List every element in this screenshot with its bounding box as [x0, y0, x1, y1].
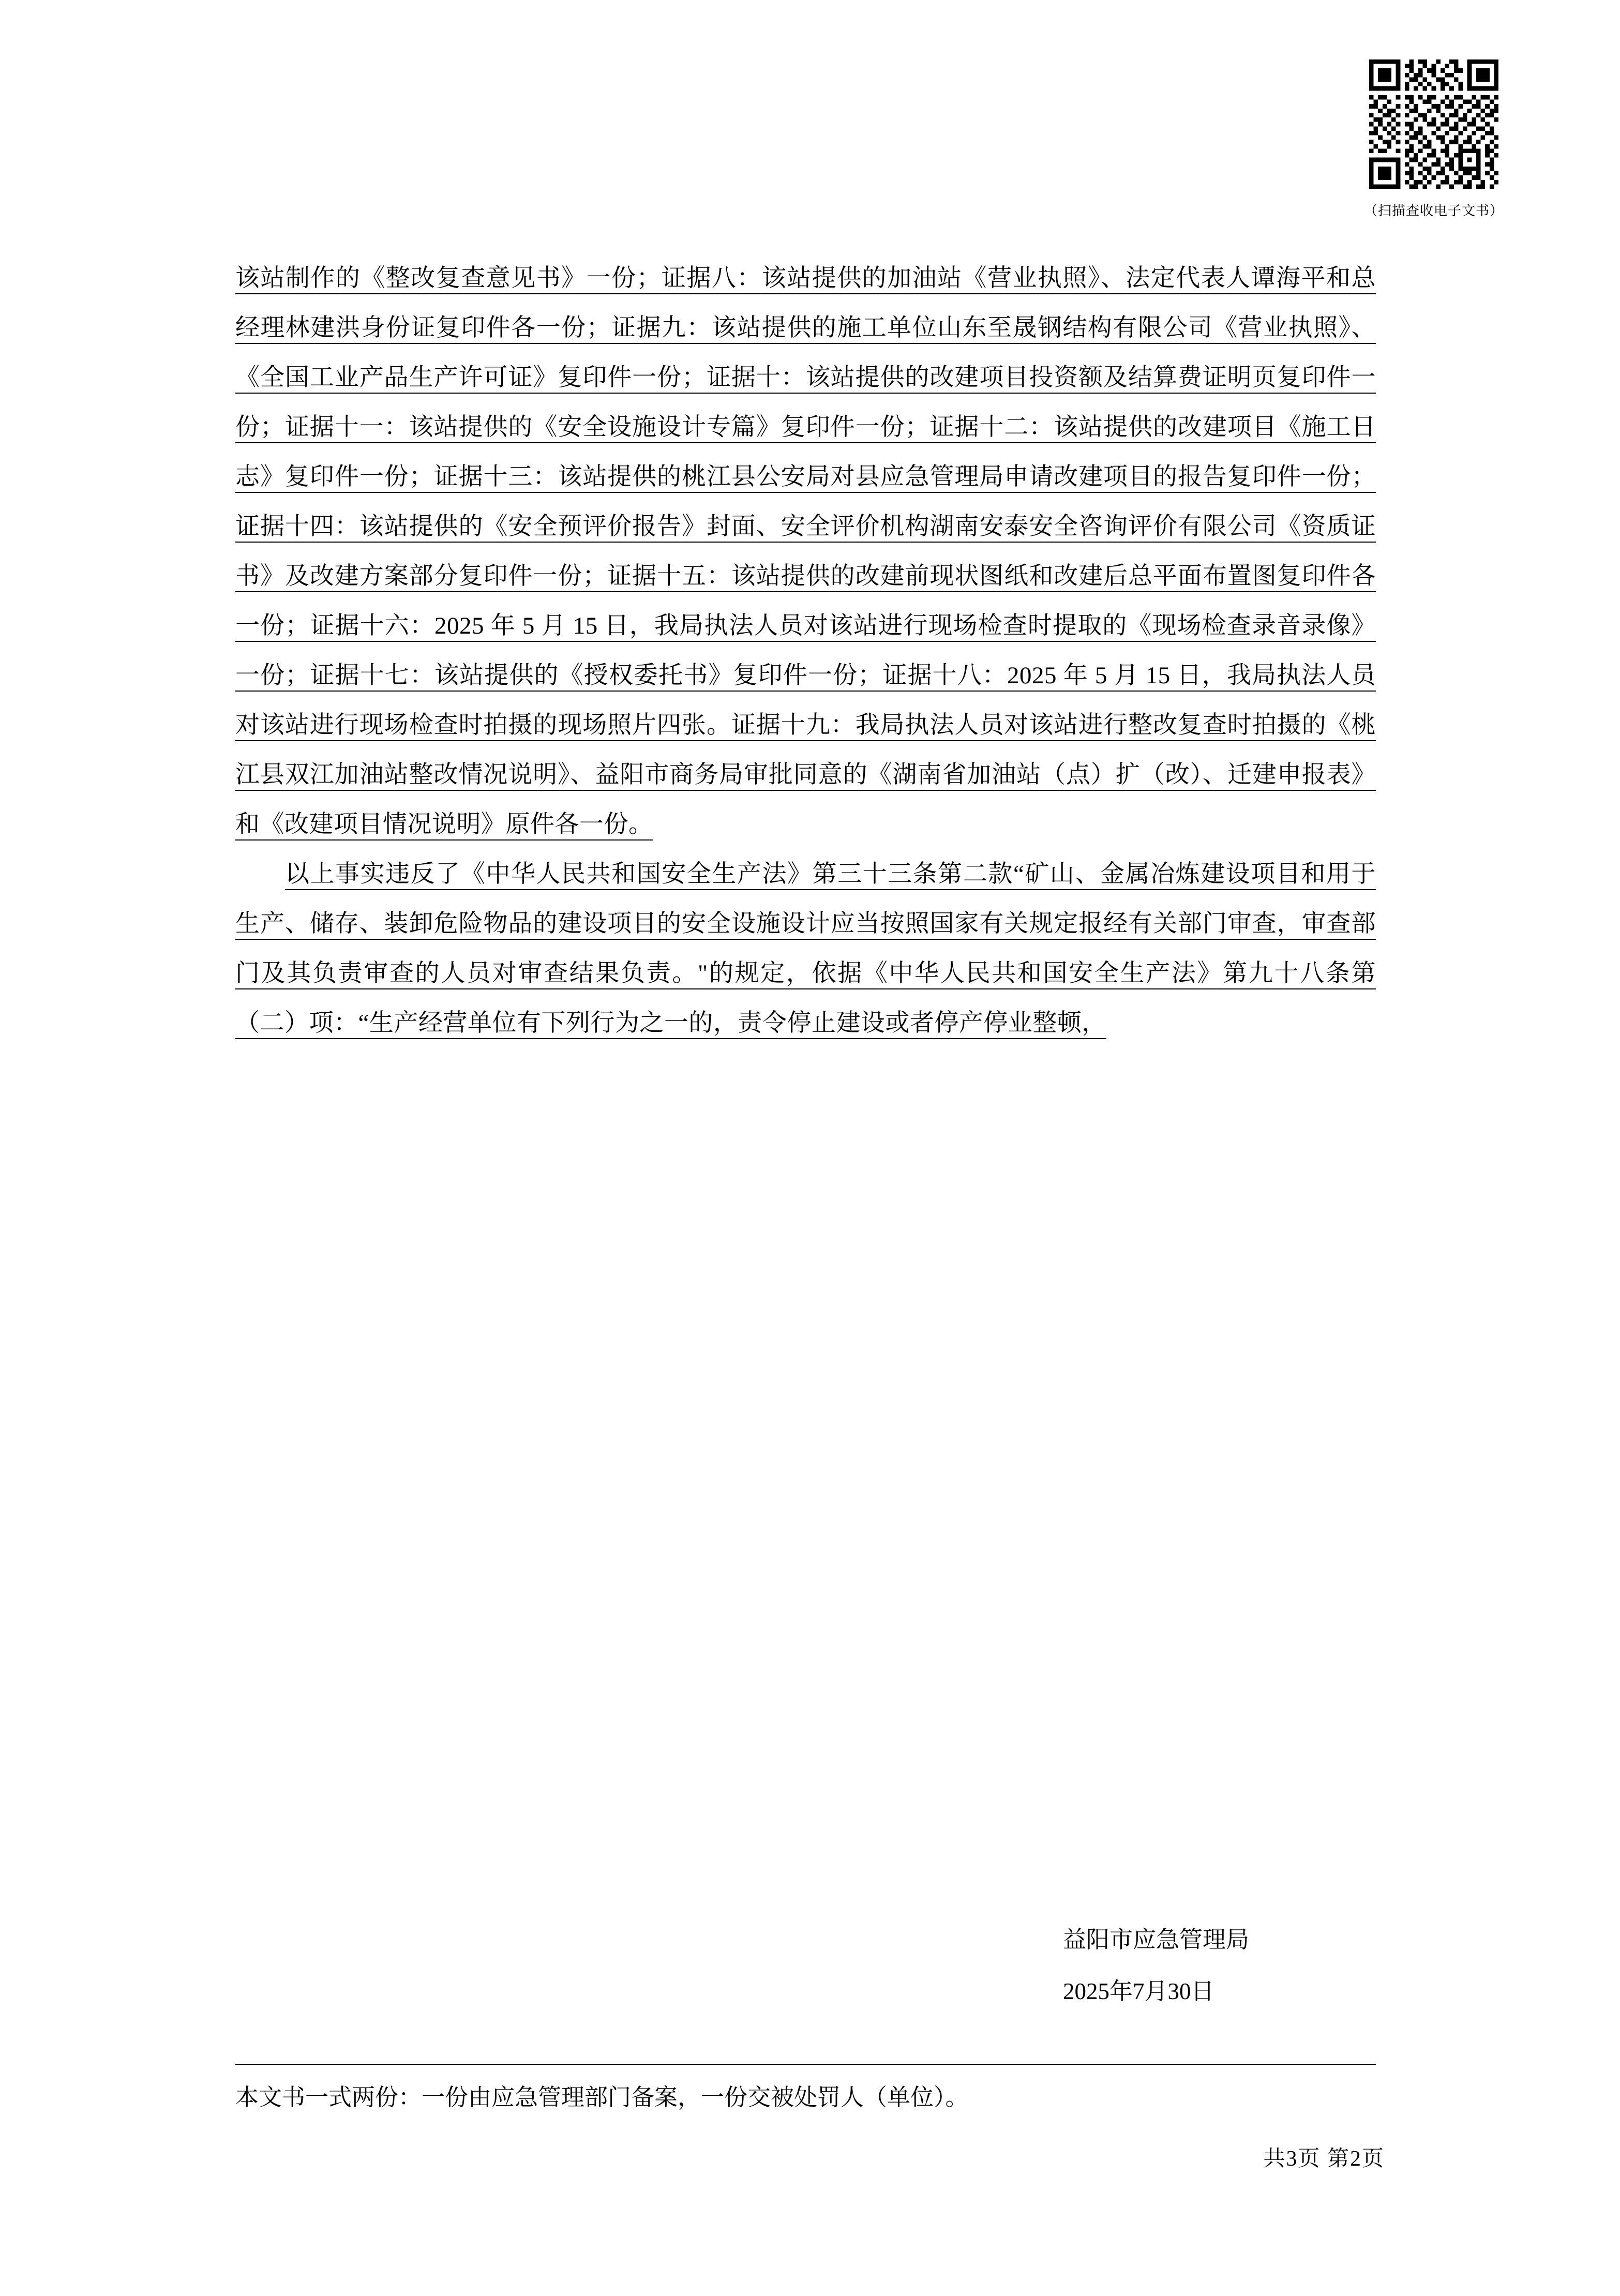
issuing-authority: 益阳市应急管理局 [1063, 1927, 1250, 1953]
qr-block [1359, 59, 1509, 219]
qr-caption: （扫描查收电子文书） [1363, 203, 1504, 218]
qr-code-icon [1369, 59, 1498, 189]
page-number: 共3页 第2页 [1263, 2147, 1385, 2171]
legal-basis-paragraph: 以上事实违反了《中华人民共和国安全生产法》第三十三条第二款“矿山、金属冶炼建设项目和用于生产、储存、装卸危险物品的建设项目的安全设施设计应当按照国家有关规定报经有关部门审查，审查部门及其负责审查的人员对审查结果负责。"的规定，依据《中华人民共和国安全生产法》第九十八条第（二）项：“生产经营单位有下列行为之一的，责令停止建设或者停产停业整顿， [235, 861, 1376, 1037]
document-body [235, 253, 1376, 1048]
footer-divider [235, 2064, 1376, 2065]
signature-block [1063, 1914, 1384, 2017]
evidence-paragraph: 该站制作的《整改复查意见书》一份；证据八：该站提供的加油站《营业执照》、法定代表人谭海平和总经理林建洪身份证复印件各一份；证据九：该站提供的施工单位山东至晟钢结构有限公司《营业执照》、《全国工业产品生产许可证》复印件一份；证据十：该站提供的改建项目投资额及结算费证明页复印件一份；证据十一：该站提供的《安全设施设计专篇》复印件一份；证据十二：该站提供的改建项目《施工日志》复印件一份；证据十三：该站提供的桃江县公安局对县应急管理局申请改建项目的报告复印件一份；证据十四：该站提供的《安全预评价报告》封面、安全评价机构湖南安泰安全咨询评价有限公司《资质证书》及改建方案部分复印件一份；证据十五：该站提供的改建前现状图纸和改建后总平面布置图复印件各一份；证据十六：2025 年 5 月 15 日，我局执法人员对该站进行现场检查时提取的《现场检查录音录像》一份；证据十七：该站提供的《授权委托书》复印件一份；证据十八：2025 年 5 月 15 日，我局执法人员对该站进行现场检查时拍摄的现场照片四张。证据十九：我局执法人员对该站进行整改复查时拍摄的《桃江县双江加油站整改情况说明》、益阳市商务局审批同意的《湖南省加油站（点）扩（改）、迁建申报表》和《改建项目情况说明》原件各一份。 [235, 265, 1376, 838]
footer-note: 本文书一式两份：一份由应急管理部门备案，一份交被处罚人（单位）。 [235, 2084, 969, 2110]
issue-date: 2025年7月30日 [1063, 1978, 1214, 2004]
